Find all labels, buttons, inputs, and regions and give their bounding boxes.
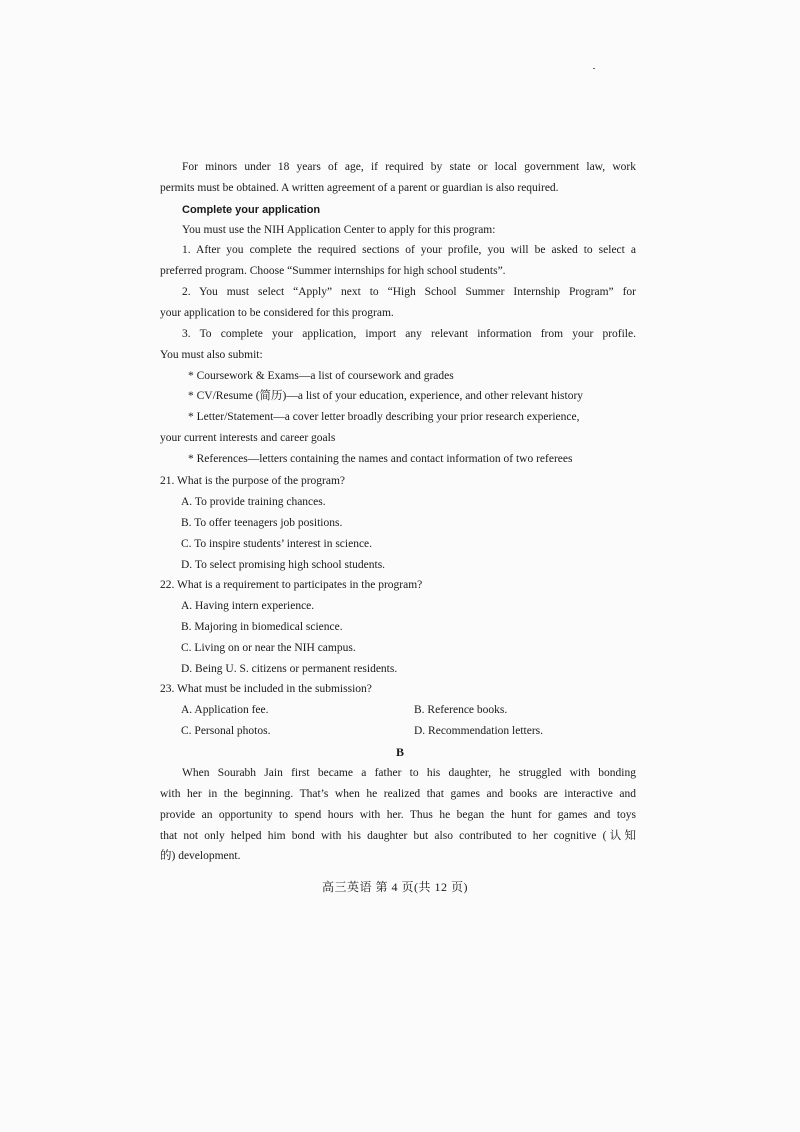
bullet-letter-line-1: * Letter/Statement—a cover letter broadly describing your prior research experience, [188,411,580,423]
question-21-option-a: A. To provide training chances. [181,496,326,508]
step-2-line-1: 2. You must select “Apply” next to “High School Summer Internship Program” for [182,286,636,298]
bullet-letter-line-2: your current interests and career goals [160,432,336,444]
intro-line-1: For minors under 18 years of age, if required by state or local government law, work [182,161,636,173]
question-22-stem: 22. What is a requirement to participates in the program? [160,579,423,591]
step-1-line-2: preferred program. Choose “Summer internships for high school students”. [160,265,506,277]
bullet-references: * References—letters containing the names and contact information of two referees [188,453,573,465]
question-23-option-b: B. Reference books. [414,704,508,716]
question-21-option-b: B. To offer teenagers job positions. [181,517,343,529]
step-1-line-1: 1. After you complete the required sections of your profile, you will be asked to select a [182,244,636,256]
passage-b-letter: B [396,745,405,759]
question-21-option-c: C. To inspire students’ interest in science. [181,538,373,550]
question-23-option-d: D. Recommendation letters. [414,725,544,737]
question-23-stem: 23. What must be included in the submission? [160,683,372,695]
question-21-stem: 21. What is the purpose of the program? [160,475,346,487]
page-footer: 高三英语 第 4 页(共 12 页) [322,880,468,894]
question-22-option-a: A. Having intern experience. [181,600,315,612]
instruction-line: You must use the NIH Application Center to apply for this program: [182,224,496,236]
question-22-option-c: C. Living on or near the NIH campus. [181,642,356,654]
section-heading: Complete your application [182,204,321,216]
question-23-option-c: C. Personal photos. [181,725,271,737]
bullet-coursework: * Coursework & Exams—a list of coursework and grades [188,370,454,382]
intro-line-2: permits must be obtained. A written agreement of a parent or guardian is also required. [160,182,559,194]
question-22-option-d: D. Being U. S. citizens or permanent residents. [181,663,398,675]
step-3-line-2: You must also submit: [160,349,263,361]
passage-b-line-3: provide an opportunity to spend hours with her. Thus he began the hunt for games and toys [160,809,636,821]
bullet-cv: * CV/Resume (简历)—a list of your education, experience, and other relevant history [188,390,584,402]
question-21-option-d: D. To select promising high school students. [181,559,386,571]
passage-b-line-1: When Sourabh Jain first became a father to his daughter, he struggled with bonding [182,767,636,779]
question-22-option-b: B. Majoring in biomedical science. [181,621,343,633]
step-2-line-2: your application to be considered for this program. [160,307,394,319]
scan-speck [593,68,595,69]
passage-b-line-5: 的) development. [160,850,241,862]
passage-b-line-4: that not only helped him bond with his daughter but also contributed to her cognitive (认知 [160,830,636,842]
step-3-line-1: 3. To complete your application, import any relevant information from your profile. [182,328,636,340]
passage-b-line-2: with her in the beginning. That’s when he realized that games and books are interactive and [160,788,636,800]
question-23-option-a: A. Application fee. [181,704,269,716]
